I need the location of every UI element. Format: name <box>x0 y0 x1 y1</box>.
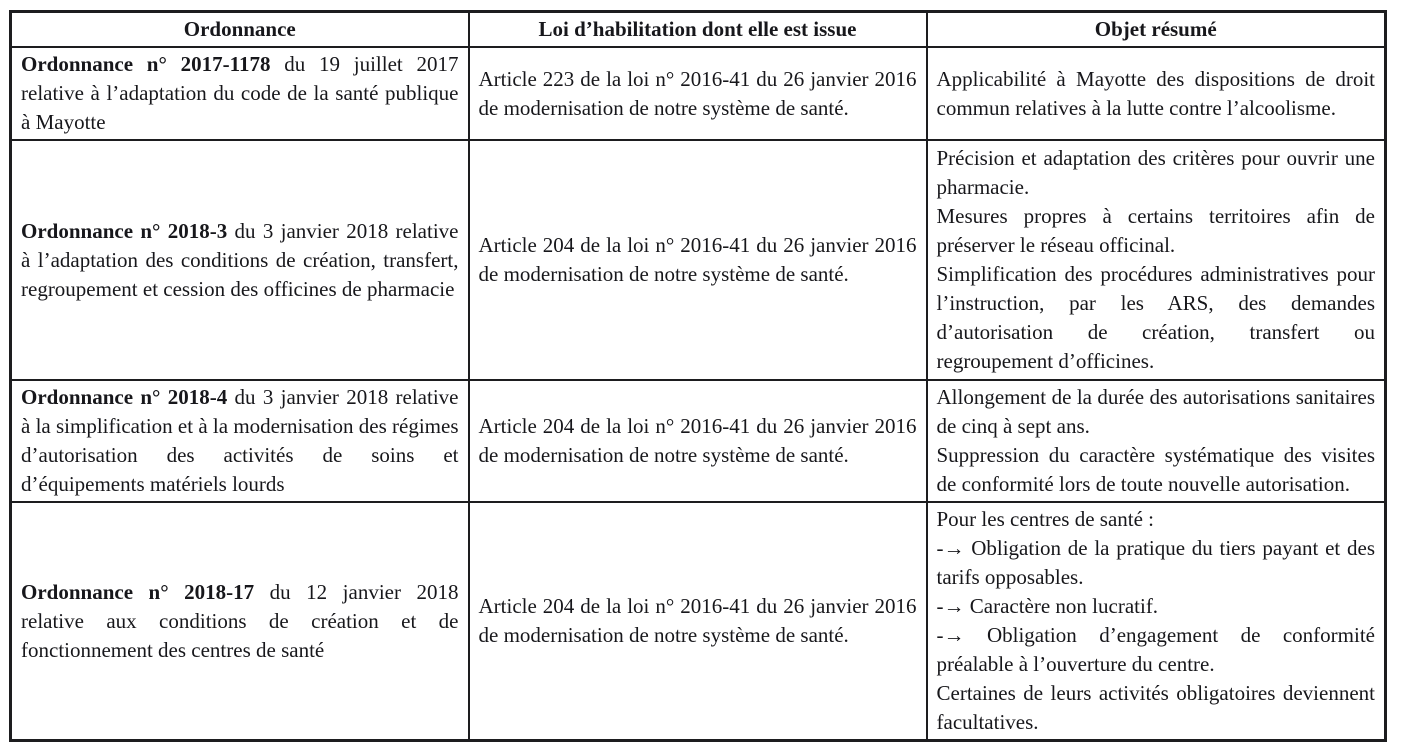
objet-paragraph: -→ Obligation de la pratique du tiers payant et des tarifs opposables. <box>936 536 1375 589</box>
ordonnance-description: du 12 janvier 2018 relative aux conditions de création et de fonctionnement des centres de santé <box>21 579 459 662</box>
objet-paragraph: Pour les centres de santé : <box>936 507 1155 531</box>
ordonnance-cell <box>11 47 469 140</box>
column-header-objet: Objet résumé <box>927 12 1386 48</box>
loi-habilitation-cell <box>469 47 927 140</box>
objet-paragraph: Suppression du caractère systématique des visites de conformité lors de toute nouvelle autorisation. <box>936 443 1375 496</box>
ordonnance-description: du 3 janvier 2018 relative à l’adaptation des conditions de création, transfert, regroupement et cession des officines de pharmacie <box>21 218 459 301</box>
loi-habilitation-cell <box>469 502 927 741</box>
table-row <box>11 140 1386 380</box>
loi-text: Article 204 de la loi n° 2016-41 du 26 janvier 2016 de modernisation de notre système de santé. <box>478 594 917 647</box>
column-header-loi: Loi d’habilitation dont elle est issue <box>469 12 927 48</box>
objet-resume-cell <box>927 502 1386 741</box>
objet-resume-cell <box>927 140 1386 380</box>
ordonnance-cell <box>11 140 469 380</box>
loi-habilitation-cell <box>469 140 927 380</box>
loi-text: Article 223 de la loi n° 2016-41 du 26 janvier 2016 de modernisation de notre système de santé. <box>478 66 917 120</box>
ordonnances-table <box>9 10 1387 742</box>
objet-paragraph: Mesures propres à certains territoires afin de préserver le réseau officinal. <box>936 204 1375 257</box>
ordonnance-description: du 3 janvier 2018 relative à la simplification et à la modernisation des régimes d’autorisation des activités de soins et d’équipements matériels lourds <box>21 385 459 496</box>
loi-text: Article 204 de la loi n° 2016-41 du 26 janvier 2016 de modernisation de notre système de santé. <box>478 414 917 467</box>
objet-resume-cell <box>927 47 1386 140</box>
table-row <box>11 380 1386 502</box>
objet-paragraph: Certaines de leurs activités obligatoires deviennent facultatives. <box>936 681 1375 734</box>
ordonnance-cell <box>11 380 469 502</box>
objet-resume-cell <box>927 380 1386 502</box>
table-row <box>11 502 1386 741</box>
objet-paragraph: Applicabilité à Mayotte des dispositions de droit commun relatives à la lutte contre l’alcoolisme. <box>936 66 1375 120</box>
ordonnance-description: du 19 juillet 2017 relative à l’adaptation du code de la santé publique à Mayotte <box>21 52 459 134</box>
table-row <box>11 47 1386 140</box>
objet-paragraph: Simplification des procédures administratives pour l’instruction, par les ARS, des demandes d’autorisation de création, transfert ou regroupement d’officines. <box>936 262 1375 373</box>
ordonnance-cell <box>11 502 469 741</box>
loi-habilitation-cell <box>469 380 927 502</box>
ordonnance-number: Ordonnance n° 2018-3 <box>21 218 228 243</box>
objet-paragraph: -→ Caractère non lucratif. <box>936 594 1159 618</box>
loi-text: Article 204 de la loi n° 2016-41 du 26 janvier 2016 de modernisation de notre système de santé. <box>478 233 917 286</box>
objet-paragraph: -→ Obligation d’engagement de conformité préalable à l’ouverture du centre. <box>936 623 1375 676</box>
table-header-row <box>11 12 1386 48</box>
ordonnance-number: Ordonnance n° 2018-17 <box>21 579 255 604</box>
objet-paragraph: Allongement de la durée des autorisations sanitaires de cinq à sept ans. <box>936 385 1375 438</box>
ordonnance-number: Ordonnance n° 2018-4 <box>21 385 228 409</box>
ordonnance-number: Ordonnance n° 2017-1178 <box>21 52 271 76</box>
objet-paragraph: Précision et adaptation des critères pour ouvrir une pharmacie. <box>936 146 1375 199</box>
column-header-ordonnance: Ordonnance <box>11 12 469 48</box>
